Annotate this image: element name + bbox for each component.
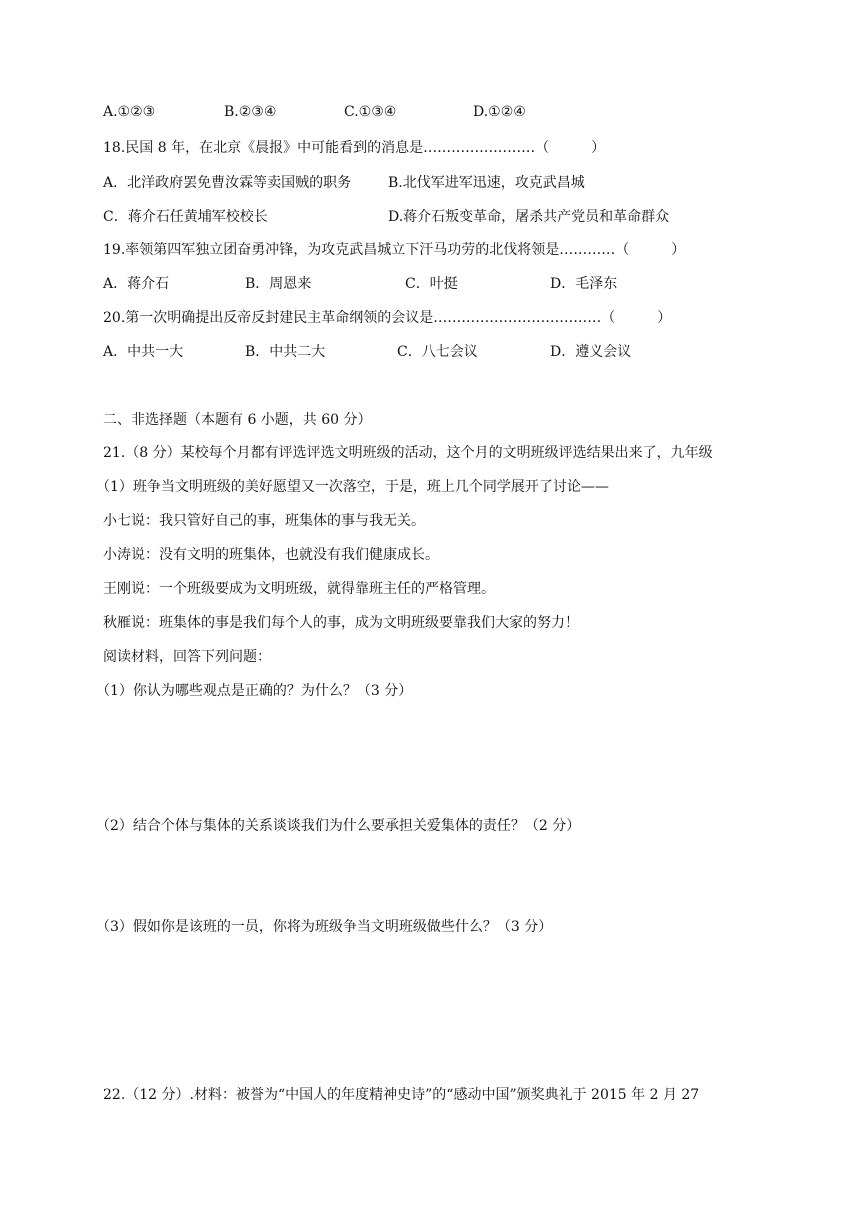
q18-stem: 18.民国 8 年，在北京《晨报》中可能看到的消息是……………………（ ） [103, 140, 606, 156]
q21-sub-question-3: （3）假如你是该班的一员，你将为班级争当文明班级做些什么？（3 分） [96, 919, 553, 935]
q21-sub-question-1: （1）你认为哪些观点是正确的？为什么？（3 分） [96, 683, 413, 699]
q22-intro: 22.（12 分）.材料：被誉为“中国人的年度精神史诗”的“感动中国”颁奖典礼于 2015 年 2 月 27 [103, 1087, 700, 1103]
q21-view-qiuyan: 秋雁说：班集体的事是我们每个人的事，成为文明班级要靠我们大家的努力！ [103, 615, 579, 631]
q19-stem: 19.率领第四军独立团奋勇冲锋，为攻克武昌城立下汗马功劳的北伐将领是…………（ ） [103, 242, 686, 258]
q20-option-c: C．八七会议 [397, 344, 478, 360]
q17-option-a: A.①②③ [103, 104, 156, 120]
q21-view-xiaotao: 小涛说：没有文明的班集体，也就没有我们健康成长。 [103, 547, 439, 563]
q20-stem: 20.第一次明确提出反帝反封建民主革命纲领的会议是………………………………（ ） [103, 310, 672, 326]
q19-option-c: C．叶挺 [405, 276, 458, 292]
q20-option-a: A．中共一大 [103, 344, 184, 360]
q18-option-d: D.蒋介石叛变革命，屠杀共产党员和革命群众 [388, 209, 670, 225]
q17-option-b: B.②③④ [224, 104, 277, 120]
q20-option-b: B．中共二大 [245, 344, 326, 360]
q19-option-b: B．周恩来 [245, 276, 312, 292]
q19-option-d: D．毛泽东 [550, 276, 618, 292]
q21-instruction: 阅读材料，回答下列问题： [103, 649, 271, 665]
q18-option-a: A．北洋政府罢免曹汝霖等卖国贼的职务 [103, 175, 352, 191]
q21-intro: 21.（8 分）某校每个月都有评选评选文明班级的活动，这个月的文明班级评选结果出来了，九年级 [103, 445, 713, 461]
q17-option-d: D.①②④ [473, 104, 526, 120]
q21-sub-question-2: （2）结合个体与集体的关系谈谈我们为什么要承担关爱集体的责任？（2 分） [96, 818, 581, 834]
q18-option-b: B.北伐军进军迅速，攻克武昌城 [388, 175, 585, 191]
q21-view-wanggang: 王刚说：一个班级要成为文明班级，就得靠班主任的严格管理。 [103, 581, 495, 597]
q20-option-d: D．遵义会议 [550, 344, 632, 360]
q21-intro-continued: （1）班争当文明班级的美好愿望又一次落空，于是，班上几个同学展开了讨论—— [96, 479, 609, 495]
q18-option-c: C．蒋介石任黄埔军校校长 [103, 209, 268, 225]
q17-option-c: C.①③④ [344, 104, 397, 120]
section2-heading: 二、非选择题（本题有 6 小题，共 60 分） [103, 412, 372, 428]
q21-view-xiaoqi: 小七说：我只管好自己的事，班集体的事与我无关。 [103, 513, 425, 529]
q19-option-a: A．蒋介石 [103, 276, 170, 292]
